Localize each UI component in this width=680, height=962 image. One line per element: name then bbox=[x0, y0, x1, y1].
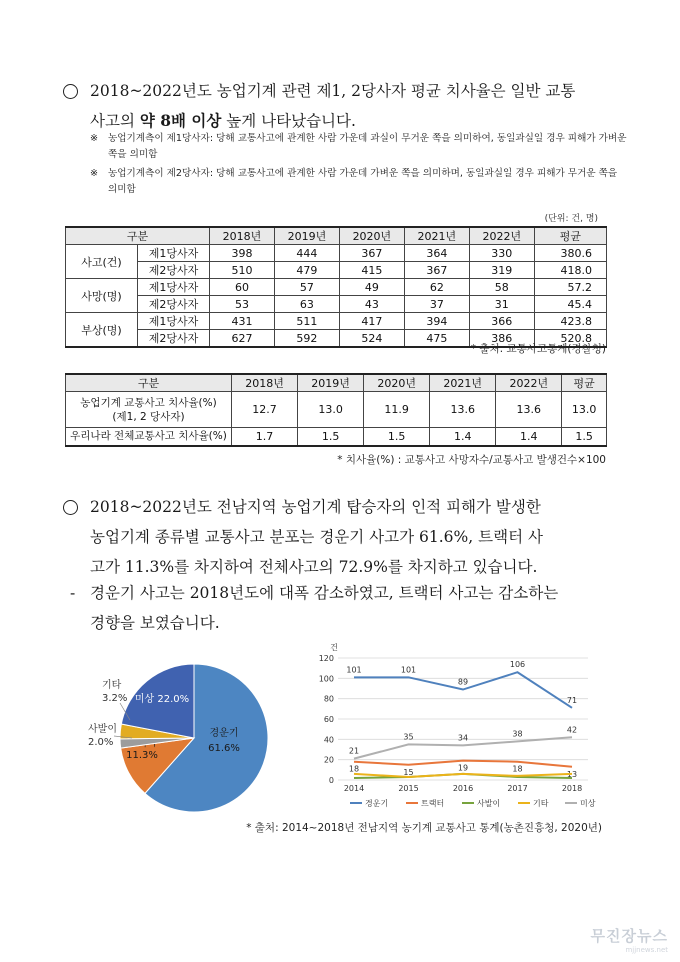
data-label: 42 bbox=[566, 725, 578, 735]
table-cell: 37 bbox=[404, 296, 469, 313]
table-cell: 1.4 bbox=[430, 428, 496, 446]
legend-label: 트랙터 bbox=[421, 799, 445, 808]
table-cell: 431 bbox=[210, 313, 275, 330]
table-cell: 524 bbox=[339, 330, 404, 348]
table-cell: 592 bbox=[274, 330, 339, 348]
table-header-row bbox=[66, 374, 607, 392]
note-text: 농업기계측이 제2당사자: 당해 교통사고에 관계한 사람 가운데 가벼운 쪽을 의미하며, 동일과실일 경우 피해가 무거운 쪽을 의미함 bbox=[108, 168, 618, 195]
pie-label: 미상 22.0% bbox=[134, 694, 190, 705]
section1-line1: 2018~2022년도 농업기계 관련 제1, 2당사자 평균 치사율은 일반 교통 bbox=[90, 82, 576, 100]
table-row bbox=[66, 262, 607, 279]
row-label bbox=[66, 392, 232, 428]
table-row bbox=[66, 428, 607, 446]
pie-value-label: 61.6% bbox=[208, 743, 240, 754]
legend-label: 미상 bbox=[580, 799, 596, 808]
fatality-footnote: * 치사율(%) : 교통사고 사망자수/교통사고 발생건수×100 bbox=[337, 454, 606, 466]
table-cell: 367 bbox=[339, 245, 404, 262]
table-header: 평균 bbox=[534, 227, 606, 245]
table-header: 2020년 bbox=[339, 227, 404, 245]
pie-chart bbox=[84, 648, 304, 828]
row-label: 제2당사자 bbox=[138, 262, 210, 279]
data-label: 89 bbox=[457, 677, 469, 687]
table-header: 2020년 bbox=[364, 374, 430, 392]
section2-line3: 고가 11.3%를 차지하여 전체사고의 72.9%를 차지하고 있습니다. bbox=[90, 558, 538, 576]
table-cell: 11.9 bbox=[364, 392, 430, 428]
table-cell: 43 bbox=[339, 296, 404, 313]
line-chart bbox=[308, 640, 598, 815]
watermark-logo bbox=[591, 925, 668, 954]
row-label: 제1당사자 bbox=[138, 245, 210, 262]
table-header: 2021년 bbox=[430, 374, 496, 392]
table-cell: 1.5 bbox=[298, 428, 364, 446]
y-tick-label: 40 bbox=[323, 735, 334, 745]
group-label: 사고(건) bbox=[66, 245, 138, 279]
row-label: 제2당사자 bbox=[138, 296, 210, 313]
table-cell: 31 bbox=[469, 296, 534, 313]
table-cell: 319 bbox=[469, 262, 534, 279]
unit-label: (단위: 건, 명) bbox=[544, 214, 598, 224]
table-row bbox=[66, 392, 607, 428]
y-unit-label: 건 bbox=[330, 643, 338, 652]
section2-dash: - bbox=[70, 584, 76, 602]
table-cell: 367 bbox=[404, 262, 469, 279]
table-header: 구분 bbox=[66, 374, 232, 392]
x-tick-label: 2017 bbox=[507, 784, 528, 793]
row-label: 제1당사자 bbox=[138, 313, 210, 330]
section2-line5: 경향을 보였습니다. bbox=[90, 614, 220, 632]
table-row bbox=[66, 313, 607, 330]
section1-line2-b: 높게 나타났습니다. bbox=[221, 112, 356, 130]
table-cell: 364 bbox=[404, 245, 469, 262]
table-cell: 12.7 bbox=[232, 392, 298, 428]
row-label: 제1당사자 bbox=[138, 279, 210, 296]
table-header: 2019년 bbox=[298, 374, 364, 392]
table-header: 2022년 bbox=[469, 227, 534, 245]
table-cell: 1.5 bbox=[364, 428, 430, 446]
data-label: 18 bbox=[512, 764, 523, 774]
table-cell: 415 bbox=[339, 262, 404, 279]
section2-paragraph bbox=[90, 492, 630, 582]
table-row bbox=[66, 279, 607, 296]
table-cell: 13.6 bbox=[496, 392, 562, 428]
section2-subpoint bbox=[90, 578, 558, 638]
y-tick-label: 80 bbox=[323, 694, 334, 704]
section2-bullet bbox=[63, 500, 78, 515]
table-header: 2019년 bbox=[274, 227, 339, 245]
table-row bbox=[66, 245, 607, 262]
table-cell: 366 bbox=[469, 313, 534, 330]
pie-value-label: 11.3% bbox=[126, 750, 158, 761]
section2-line2: 농업기계 종류별 교통사고 분포는 경운기 사고가 61.6%, 트랙터 사 bbox=[90, 528, 543, 546]
x-tick-label: 2014 bbox=[343, 784, 365, 793]
table-header-row bbox=[66, 227, 607, 245]
table1-source: * 출처: 교통사고통계(경찰청) bbox=[470, 343, 606, 355]
section1-highlight: 약 8배 이상 bbox=[139, 111, 222, 130]
legend-label: 기타 bbox=[533, 799, 549, 808]
table-cell: 1.4 bbox=[496, 428, 562, 446]
table-header: 구분 bbox=[66, 227, 210, 245]
pie-value-label: 3.2% bbox=[102, 693, 128, 704]
table-cell: 417 bbox=[339, 313, 404, 330]
section2-line4: 경운기 사고는 2018년도에 대폭 감소하였고, 트랙터 사고는 감소하는 bbox=[90, 584, 559, 602]
x-tick-label: 2015 bbox=[398, 784, 419, 793]
table-header: 2018년 bbox=[232, 374, 298, 392]
table-cell: 520.8 bbox=[534, 330, 606, 348]
y-tick-label: 20 bbox=[323, 755, 334, 765]
table-cell: 394 bbox=[404, 313, 469, 330]
table-cell: 479 bbox=[274, 262, 339, 279]
y-tick-label: 100 bbox=[318, 674, 334, 684]
data-label: 15 bbox=[403, 767, 414, 777]
table-cell: 511 bbox=[274, 313, 339, 330]
data-label: 18 bbox=[348, 764, 360, 774]
accident-table bbox=[65, 226, 607, 348]
y-tick-label: 120 bbox=[318, 654, 334, 663]
table-cell: 1.5 bbox=[562, 428, 607, 446]
table-cell: 13.0 bbox=[298, 392, 364, 428]
pie-label: 사발이 bbox=[88, 724, 117, 735]
data-label: 101 bbox=[400, 665, 417, 675]
table-cell: 386 bbox=[469, 330, 534, 348]
y-tick-label: 0 bbox=[328, 776, 334, 785]
data-label: 101 bbox=[346, 665, 362, 675]
table-cell: 423.8 bbox=[534, 313, 606, 330]
data-label: 21 bbox=[348, 746, 360, 756]
section1-paragraph bbox=[90, 76, 630, 136]
table-cell: 53 bbox=[210, 296, 275, 313]
y-tick-label: 60 bbox=[323, 715, 334, 724]
table-cell: 627 bbox=[210, 330, 275, 348]
data-label: 34 bbox=[457, 733, 469, 743]
table-cell: 13.0 bbox=[562, 392, 607, 428]
pie-label: 경운기 bbox=[209, 728, 239, 739]
row-label: 우리나라 전체교통사고 치사율(%) bbox=[66, 428, 232, 446]
table-header: 2018년 bbox=[210, 227, 275, 245]
note-text: 농업기계측이 제1당사자: 당해 교통사고에 관계한 사람 가운데 과실이 무거운 쪽을 의미하여, 동일과실일 경우 피해가 가벼운 쪽을 의미함 bbox=[108, 133, 627, 160]
fatality-rate-table bbox=[65, 373, 607, 447]
table-cell: 510 bbox=[210, 262, 275, 279]
table-header: 2022년 bbox=[496, 374, 562, 392]
table-row bbox=[66, 296, 607, 313]
data-label: 13 bbox=[566, 769, 578, 779]
group-label: 사망(명) bbox=[66, 279, 138, 313]
data-label: 35 bbox=[403, 732, 414, 742]
row-label: 제2당사자 bbox=[138, 330, 210, 348]
group-label: 부상(명) bbox=[66, 313, 138, 348]
table-cell: 57.2 bbox=[534, 279, 606, 296]
table-cell: 13.6 bbox=[430, 392, 496, 428]
note-mark: ※ bbox=[90, 168, 99, 179]
table-cell: 444 bbox=[274, 245, 339, 262]
legend-label: 경운기 bbox=[365, 799, 389, 808]
section2-line1: 2018~2022년도 전남지역 농업기계 탑승자의 인적 피해가 발생한 bbox=[90, 498, 541, 516]
chart-source: * 출처: 2014~2018년 전남지역 농기계 교통사고 통계(농촌진흥청, 2020년) bbox=[246, 822, 602, 834]
x-tick-label: 2018 bbox=[561, 784, 583, 793]
table-cell: 380.6 bbox=[534, 245, 606, 262]
data-label: 38 bbox=[512, 729, 523, 739]
table-cell: 475 bbox=[404, 330, 469, 348]
data-label: 71 bbox=[566, 695, 578, 705]
table-cell: 57 bbox=[274, 279, 339, 296]
watermark-text: 무진장뉴스 bbox=[590, 927, 668, 945]
table-cell: 418.0 bbox=[534, 262, 606, 279]
table-cell: 45.4 bbox=[534, 296, 606, 313]
table-cell: 1.7 bbox=[232, 428, 298, 446]
table-cell: 398 bbox=[210, 245, 275, 262]
table-cell: 49 bbox=[339, 279, 404, 296]
table-cell: 58 bbox=[469, 279, 534, 296]
pie-label: 기타 bbox=[102, 680, 122, 691]
table-header: 평균 bbox=[562, 374, 607, 392]
section1-line2-a: 사고의 bbox=[90, 112, 140, 130]
row-label-line: (제1, 2 당사자) bbox=[112, 410, 185, 423]
table-cell: 62 bbox=[404, 279, 469, 296]
table-cell: 330 bbox=[469, 245, 534, 262]
section1-bullet bbox=[63, 84, 78, 99]
watermark-sub: mjjnews.net bbox=[625, 946, 668, 954]
table-header: 2021년 bbox=[404, 227, 469, 245]
table-cell: 60 bbox=[210, 279, 275, 296]
pie-value-label: 2.0% bbox=[88, 737, 114, 748]
table-cell: 63 bbox=[274, 296, 339, 313]
data-label: 19 bbox=[457, 763, 469, 773]
legend-label: 사발이 bbox=[477, 799, 501, 808]
row-label-line: 농업기계 교통사고 치사율(%) bbox=[80, 396, 217, 409]
data-label: 106 bbox=[509, 660, 526, 670]
x-tick-label: 2016 bbox=[452, 784, 474, 793]
note-mark: ※ bbox=[90, 133, 99, 144]
